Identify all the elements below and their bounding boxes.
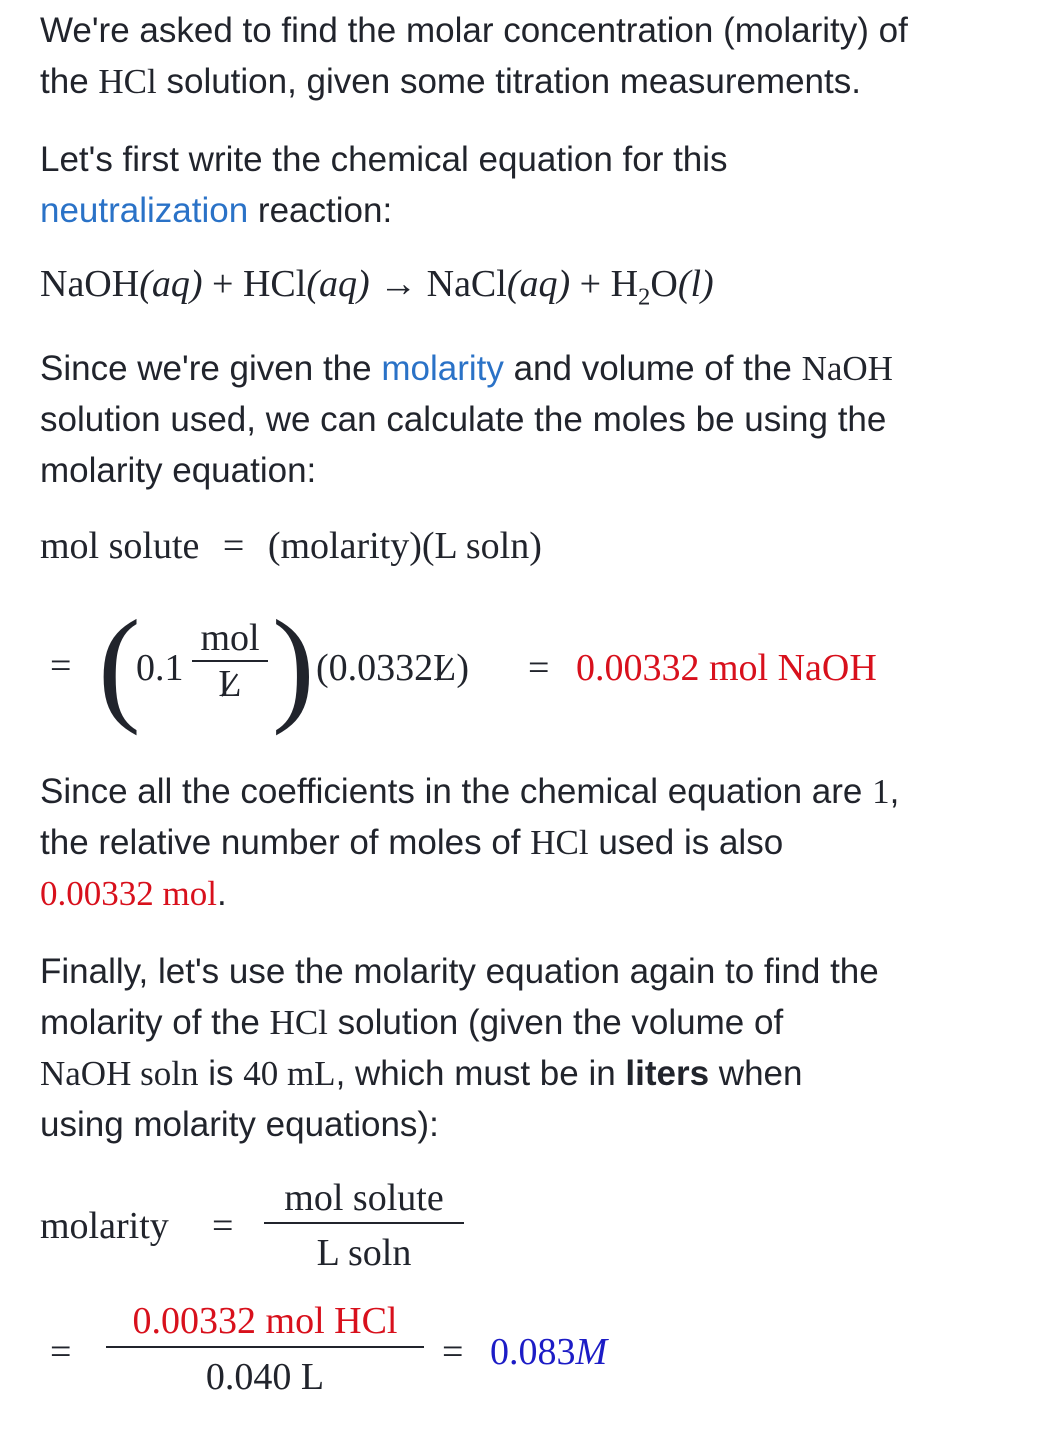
step1-line-1: Let's first write the chemical equation for this <box>40 140 728 179</box>
moles-hcl-value: 0.00332 mol <box>40 874 217 913</box>
equals-sign: = <box>50 1331 72 1373</box>
left-paren: ( <box>98 594 141 736</box>
step2-line-2: solution used, we can calculate the moles be using the <box>40 400 887 439</box>
final-fraction <box>106 1296 424 1402</box>
step1-paragraph <box>40 134 1040 236</box>
step2-line-3: molarity equation: <box>40 451 317 490</box>
fraction-denominator <box>192 660 268 706</box>
reaction-equation <box>40 262 714 312</box>
step2-paragraph <box>40 343 1040 496</box>
step3-paragraph <box>40 766 1040 919</box>
state-l: (l) <box>677 263 714 305</box>
hcl-formula: HCl <box>98 62 157 101</box>
step4-text-is: is <box>198 1054 244 1093</box>
step4-text-c: , which must be in <box>335 1054 626 1093</box>
step4-text-a: molarity of the <box>40 1003 270 1042</box>
cancelled-liter: L <box>218 663 242 705</box>
step4-line-4: using molarity equations): <box>40 1105 439 1144</box>
water-subscript: 2 <box>638 283 651 311</box>
product-water <box>610 263 714 311</box>
step4-paragraph <box>40 946 1040 1150</box>
step3-text-c: used is also <box>588 823 784 862</box>
step2-text-a: Since we're given the <box>40 349 382 388</box>
molarity-label: molarity <box>40 1205 169 1247</box>
hcl-formula: HCl <box>269 1003 328 1042</box>
neutralization-link[interactable]: neutralization <box>40 191 249 230</box>
state-aq: (aq) <box>506 263 571 305</box>
coefficient-one: 1 <box>872 772 890 811</box>
step4-line-2 <box>40 997 1040 1048</box>
step1-line-2 <box>40 185 1040 236</box>
fraction-numerator: mol solute <box>284 1177 444 1219</box>
reactant-hcl: HCl <box>242 263 307 305</box>
molarity-equation-1 <box>40 524 542 568</box>
intro-paragraph <box>40 5 1040 107</box>
final-molarity-result <box>490 1330 607 1374</box>
state-aq: (aq) <box>306 263 370 305</box>
water-o: O <box>650 263 678 305</box>
step4-line-1: Finally, let's use the molarity equation again to find the <box>40 952 879 991</box>
molarity-fraction <box>264 1174 464 1278</box>
molarity-value: 0.1 <box>136 647 184 689</box>
state-aq: (aq) <box>139 263 203 305</box>
equals-sign: = <box>222 525 245 567</box>
step4-text-b: solution (given the volume of <box>327 1003 784 1042</box>
molarity-value: 0.083 <box>490 1331 576 1373</box>
step1-text-b: reaction: <box>248 191 393 230</box>
volume-liters-denominator: 0.040 L <box>106 1346 424 1402</box>
intro-text-b: solution, given some titration measurements. <box>156 62 861 101</box>
intro-line-1: We're asked to find the molar concentration (molarity) of <box>40 11 908 50</box>
step2-line-1 <box>40 343 1040 394</box>
close-paren: ) <box>456 647 470 689</box>
intro-line-2 <box>40 56 1040 107</box>
right-paren: ) <box>272 594 315 736</box>
plus-sign: + <box>579 263 602 305</box>
naoh-formula: NaOH <box>801 349 893 388</box>
step3-line-3 <box>40 868 1040 919</box>
equals-sign: = <box>528 647 550 689</box>
fraction-numerator-mol: mol <box>200 617 260 659</box>
moles-naoh-result: 0.00332 mol NaOH <box>576 647 877 689</box>
product-nacl: NaCl <box>426 263 507 305</box>
cancelled-liter: L <box>433 647 457 689</box>
plus-sign: + <box>212 263 234 305</box>
hcl-formula: HCl <box>530 823 589 862</box>
liters-emphasis: liters <box>625 1054 710 1093</box>
comma: , <box>889 772 900 811</box>
step3-line-1 <box>40 766 1040 817</box>
naoh-soln-label: NaOH soln <box>40 1054 199 1093</box>
reactant-naoh: NaOH <box>40 263 140 305</box>
molarity-link[interactable]: molarity <box>381 349 504 388</box>
volume-value: (0.0332 <box>316 647 434 689</box>
molarity-unit: M <box>575 1331 608 1373</box>
unit-fraction <box>192 616 268 706</box>
moles-hcl-numerator: 0.00332 mol HCl <box>132 1300 398 1342</box>
mol-solute-label: mol solute <box>40 525 200 567</box>
water-h: H <box>610 263 639 305</box>
step3-line-2 <box>40 817 1040 868</box>
step4-text-d: when <box>709 1054 803 1093</box>
naoh-volume: 40 mL <box>243 1054 336 1093</box>
equals-sign: = <box>50 645 72 687</box>
reaction-arrow: → <box>379 263 418 305</box>
fraction-denominator: L soln <box>264 1222 464 1278</box>
step3-text-a: Since all the coefficients in the chemical equation are <box>40 772 873 811</box>
molarity-times-volume: (molarity)(L soln) <box>267 525 542 567</box>
period: . <box>216 874 227 913</box>
volume-term <box>316 646 469 690</box>
equals-sign: = <box>212 1205 234 1247</box>
step2-text-b: and volume of the <box>503 349 802 388</box>
equals-sign: = <box>442 1331 464 1373</box>
intro-text-a: the <box>40 62 99 101</box>
step3-text-b: the relative number of moles of <box>40 823 531 862</box>
step4-line-3 <box>40 1048 1040 1099</box>
